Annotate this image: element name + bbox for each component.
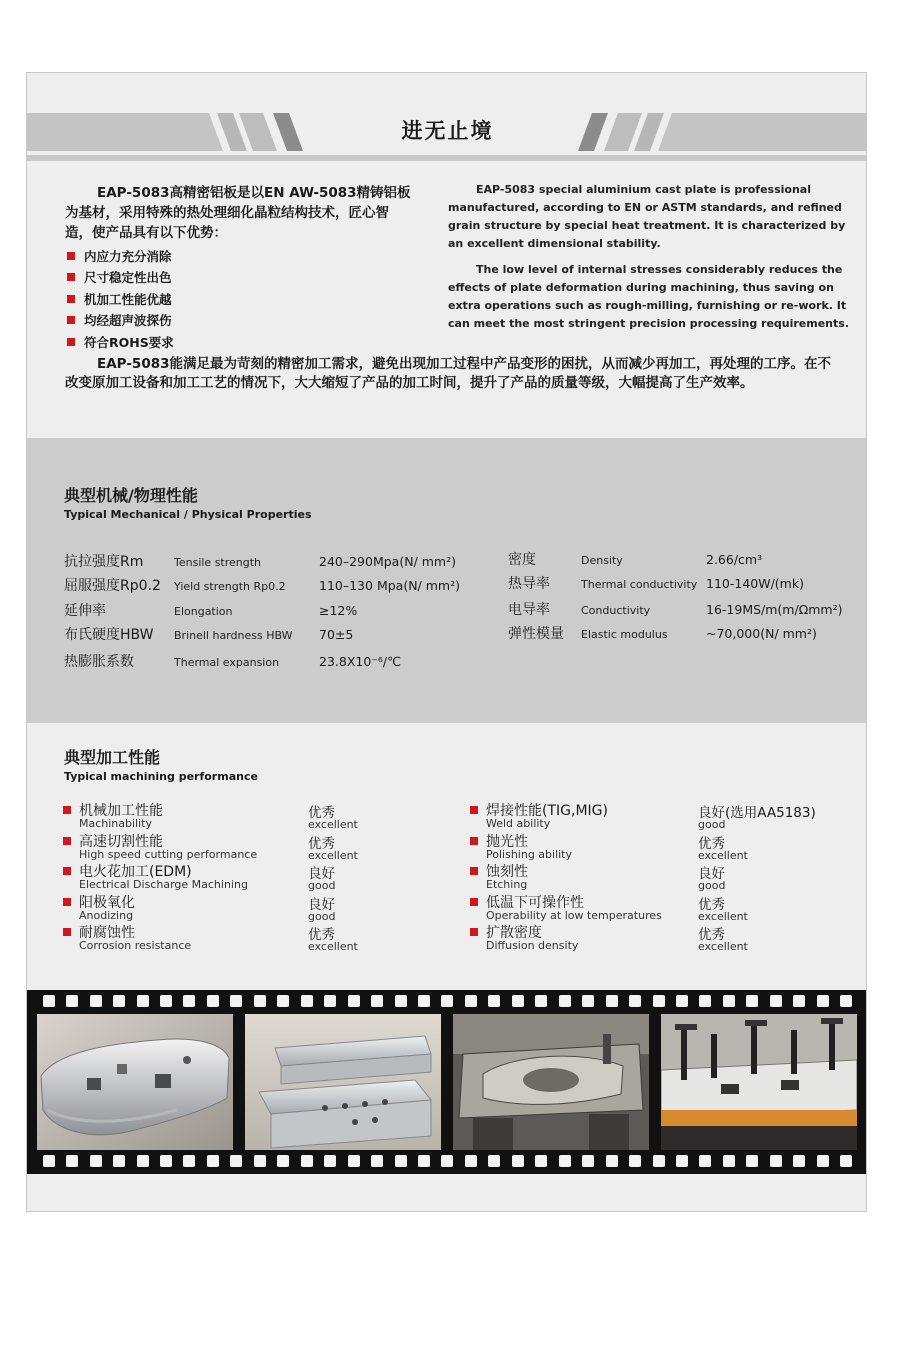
machining-row (470, 802, 860, 832)
machining-grade-cn: 优秀 (698, 927, 725, 943)
property-value: 240–290Mpa(N/ mm²) (319, 554, 456, 569)
machining-name-cn: 低温下可操作性 (486, 895, 584, 911)
machining-name-en: Electrical Discharge Machining (79, 878, 248, 891)
machining-name-en: High speed cutting performance (79, 848, 258, 861)
film-perforations-top (27, 995, 867, 1009)
machining-grade-cn: 优秀 (698, 836, 725, 852)
machining-grade-en: good (698, 818, 726, 831)
feature-item (67, 288, 174, 310)
machining-name-cn: 阳极氧化 (79, 895, 135, 911)
machining-name-cn: 电火花加工(EDM) (79, 864, 192, 880)
property-value: 70±5 (319, 627, 354, 642)
machining-name-cn: 焊接性能(TIG,MIG) (486, 803, 608, 819)
machining-grade-cn: 良好(选用AA5183) (698, 805, 816, 821)
film-perforations-bottom (27, 1155, 867, 1169)
brochure-page (26, 72, 867, 1212)
machining-row (470, 863, 860, 893)
red-square-bullet-icon (67, 295, 75, 303)
intro-cn-paragraph: EAP-5083高精密铝板是以EN AW-5083精铸铝板为基材，采用特殊的热处理细化晶粒结构技术，匠心智造，使产品具有以下优势： (65, 185, 411, 241)
property-value: 2.66/cm³ (706, 552, 763, 567)
machining-name-cn: 高速切割性能 (79, 834, 163, 850)
property-row (508, 623, 817, 645)
mold-fixture-photo (453, 1014, 649, 1150)
property-row (508, 549, 762, 571)
machining-row (470, 833, 860, 863)
machining-grade-en: excellent (698, 940, 748, 953)
intro-cn-paragraph-2: EAP-5083能满足最为苛刻的精密加工需求，避免出现加工过程中产品变形的困扰，从而减少再加工，再处理的工序。在不改变原加工设备和加工工艺的情况下，大大缩短了产品的加工时间，提升了产品的质量等级，大幅提高了生产效率。 (65, 356, 832, 391)
machining-name-en: Weld ability (486, 817, 551, 830)
machining-grade-en: good (308, 910, 336, 923)
property-name-cn: 屈服强度Rp0.2 (64, 578, 161, 594)
property-name-en: Conductivity (581, 604, 651, 617)
property-value: 16-19MS/m(m/Ωmm²) (706, 602, 843, 617)
machining-name-en: Anodizing (79, 909, 134, 922)
machining-name-en: Corrosion resistance (79, 939, 192, 952)
property-name-cn: 弹性模量 (508, 626, 564, 642)
machining-grade-cn: 优秀 (308, 927, 335, 943)
property-name-cn: 密度 (508, 552, 536, 568)
property-name-cn: 电导率 (508, 602, 550, 618)
property-name-en: Tensile strength (174, 556, 262, 569)
machining-name-en: Machinability (79, 817, 152, 830)
property-row (64, 600, 357, 622)
machining-grade-cn: 优秀 (698, 897, 725, 913)
property-name-en: Elongation (174, 605, 233, 618)
red-square-bullet-icon (63, 928, 71, 936)
machining-name-en: Polishing ability (486, 848, 573, 861)
property-row (508, 599, 843, 621)
machining-grade-en: excellent (698, 849, 748, 862)
machining-name-cn: 抛光性 (486, 834, 528, 850)
intro-en-paragraph-2: The low level of internal stresses considerably reduces the effects of plate deformation during machining, thus saving on extra operations such as rough-milling, furnishing or re-work. It can meet the most stringent precision processing requirements. (448, 263, 850, 330)
intro-en-paragraph-1: EAP-5083 special aluminium cast plate is professional manufactured, according to EN or ASTM standards, and refined grain structure by special heat treatment. It is characterized by an excellent dimensional stability. (448, 183, 846, 250)
film-strip (27, 990, 867, 1174)
feature-label: 符合ROHS要求 (84, 334, 174, 350)
machining-name-cn: 机械加工性能 (79, 803, 163, 819)
machining-name-cn: 扩散密度 (486, 925, 542, 941)
machining-name-en: Operability at low temperatures (486, 909, 662, 922)
property-row (64, 624, 353, 646)
feature-label: 均经超声波探伤 (84, 313, 172, 329)
property-value: 110–130 Mpa(N/ mm²) (319, 578, 460, 593)
property-name-en: Yield strength Rp0.2 (174, 580, 286, 593)
machining-grade-cn: 优秀 (308, 836, 335, 852)
machining-row (63, 863, 473, 893)
machining-row (63, 802, 473, 832)
machining-title-cn: 典型加工性能 (64, 748, 161, 767)
machining-grade-en: excellent (308, 849, 358, 862)
red-square-bullet-icon (470, 806, 478, 814)
feature-label: 内应力充分消除 (84, 248, 172, 264)
machining-row (63, 924, 473, 954)
intro-en-text (448, 181, 858, 333)
red-square-bullet-icon (63, 867, 71, 875)
machining-name-en: Etching (486, 878, 528, 891)
property-name-cn: 延伸率 (64, 603, 106, 619)
machining-grade-en: good (698, 879, 726, 892)
property-name-cn: 抗拉强度Rm (64, 554, 144, 570)
machining-grade-en: excellent (698, 910, 748, 923)
properties-title-en: Typical Mechanical / Physical Properties (64, 508, 312, 521)
header-underline (27, 155, 867, 161)
property-name-en: Elastic modulus (581, 628, 668, 641)
machined-housing-photo (37, 1014, 233, 1150)
machining-name-cn: 耐腐蚀性 (79, 925, 135, 941)
feature-item (67, 245, 174, 267)
red-square-bullet-icon (67, 252, 75, 260)
machining-grade-en: excellent (308, 818, 358, 831)
machining-grade-en: excellent (308, 940, 358, 953)
red-square-bullet-icon (63, 898, 71, 906)
machining-grade-cn: 良好 (308, 897, 335, 913)
machining-grade-cn: 良好 (308, 866, 335, 882)
machining-row (470, 894, 860, 924)
jig-assembly-photo (661, 1014, 857, 1150)
property-name-cn: 热导率 (508, 576, 550, 592)
property-value: 110-140W/(mk) (706, 576, 804, 591)
feature-label: 机加工性能优越 (84, 291, 172, 307)
property-value: ~70,000(N/ mm²) (706, 626, 817, 641)
machining-grade-cn: 优秀 (308, 805, 335, 821)
red-square-bullet-icon (67, 316, 75, 324)
machining-row (63, 833, 473, 863)
property-row (508, 573, 804, 595)
feature-label: 尺寸稳定性出色 (84, 270, 172, 286)
property-name-en: Thermal expansion (174, 656, 280, 669)
red-square-bullet-icon (470, 867, 478, 875)
machining-title-en: Typical machining performance (64, 770, 258, 783)
machining-name-cn: 蚀刻性 (486, 864, 528, 880)
property-value: 23.8X10⁻⁶/℃ (319, 654, 402, 669)
machining-name-en: Diffusion density (486, 939, 579, 952)
feature-item (67, 310, 174, 332)
property-name-en: Brinell hardness HBW (174, 629, 293, 642)
header-band (27, 113, 867, 163)
page-title: 进无止境 (401, 119, 494, 143)
feature-item (67, 267, 174, 289)
red-square-bullet-icon (63, 837, 71, 845)
property-name-en: Density (581, 554, 623, 567)
property-name-cn: 热膨胀系数 (64, 654, 134, 670)
red-square-bullet-icon (470, 898, 478, 906)
red-square-bullet-icon (67, 338, 75, 346)
property-value: ≥12% (319, 603, 358, 618)
machining-row (470, 924, 860, 954)
machining-grade-cn: 良好 (698, 866, 725, 882)
property-name-cn: 布氏硬度HBW (64, 627, 154, 643)
property-row (64, 575, 460, 597)
machined-boxes-photo (245, 1014, 441, 1150)
property-row (64, 551, 456, 573)
feature-list (67, 245, 174, 353)
red-square-bullet-icon (67, 273, 75, 281)
red-square-bullet-icon (470, 928, 478, 936)
red-square-bullet-icon (63, 806, 71, 814)
feature-item (67, 331, 174, 353)
property-row (64, 651, 401, 673)
property-name-en: Thermal conductivity (581, 578, 698, 591)
properties-section (27, 438, 867, 723)
machining-row (63, 894, 473, 924)
machining-grade-en: good (308, 879, 336, 892)
properties-title-cn: 典型机械/物理性能 (64, 486, 198, 505)
red-square-bullet-icon (470, 837, 478, 845)
